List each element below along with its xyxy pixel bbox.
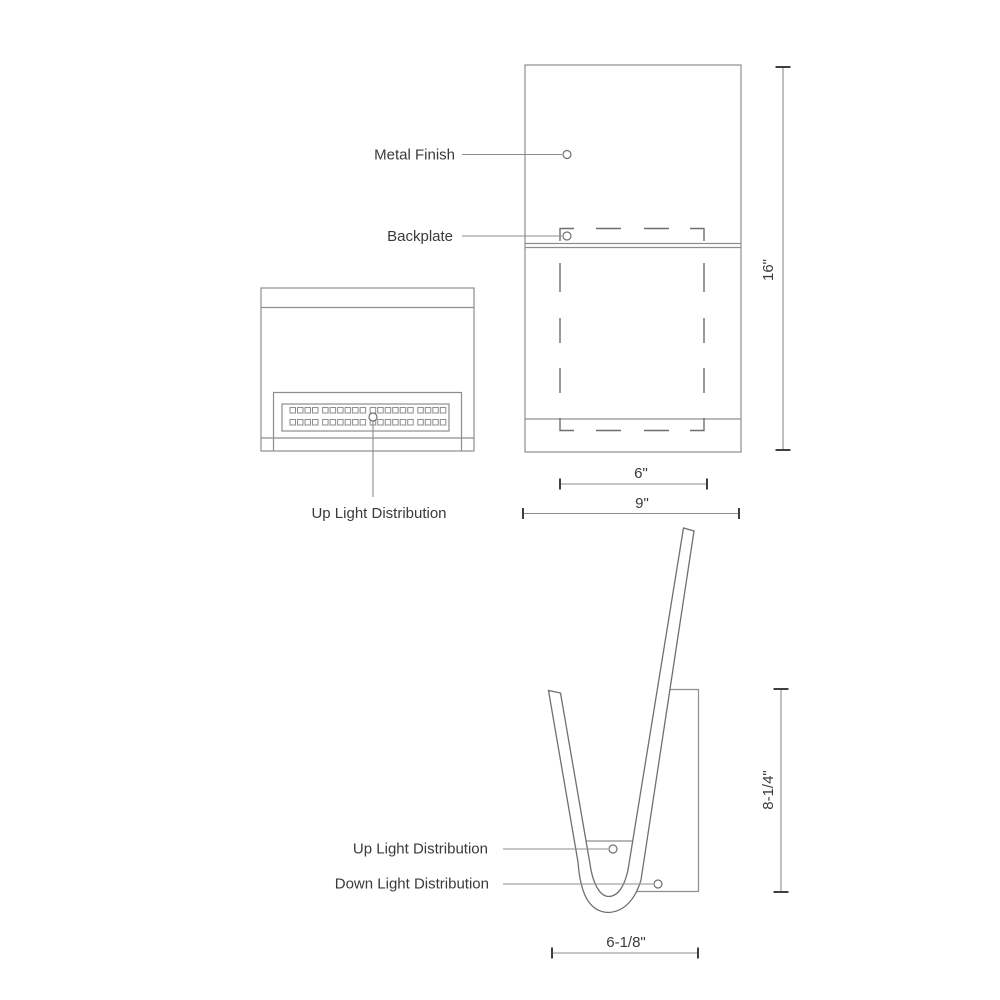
module-band-lines — [261, 308, 474, 439]
dimension-width-9 — [523, 495, 739, 519]
backplate-hidden-side-edges — [560, 263, 704, 393]
led-cell — [298, 420, 304, 426]
dimension-bottom-width-6-1-8 — [552, 934, 698, 959]
led-cell — [408, 420, 414, 426]
callout-backplate — [387, 228, 571, 245]
led-cell — [385, 420, 391, 426]
led-cell — [298, 408, 304, 414]
module-uplight-label: Up Light Distribution — [311, 505, 447, 522]
side-arm-outline — [549, 528, 695, 913]
led-cell — [385, 408, 391, 414]
led-cell — [345, 420, 351, 426]
led-cell — [425, 420, 431, 426]
dim-6-1-8-label: 6-1/8" — [606, 934, 646, 951]
led-cell — [338, 408, 344, 414]
front-view-outline — [525, 65, 741, 452]
led-cell — [425, 408, 431, 414]
led-cell — [360, 420, 366, 426]
led-cell — [313, 408, 319, 414]
dimension-depth-8-1-4 — [760, 689, 789, 892]
led-cell — [378, 408, 384, 414]
led-cell — [290, 408, 296, 414]
led-cell — [433, 408, 439, 414]
led-cell — [408, 408, 414, 414]
dimension-height-16 — [760, 67, 791, 450]
led-cell — [418, 408, 424, 414]
uplight-module-view — [261, 288, 474, 522]
led-cell — [418, 420, 424, 426]
led-cell — [345, 408, 351, 414]
module-uplight-leader-dot-icon — [369, 413, 377, 421]
led-cell — [393, 408, 399, 414]
led-cell — [353, 408, 359, 414]
led-cell — [393, 420, 399, 426]
led-cell — [305, 408, 311, 414]
led-cell — [440, 420, 446, 426]
dim-9-label: 9" — [635, 495, 649, 512]
backplate-hidden-top-edge — [560, 229, 704, 242]
led-cell — [400, 408, 406, 414]
led-grid — [290, 408, 446, 426]
led-cell — [330, 420, 336, 426]
side-uplight-label: Up Light Distribution — [352, 840, 488, 858]
led-cell — [323, 408, 329, 414]
led-cell — [360, 408, 366, 414]
dim-6-label: 6" — [634, 465, 648, 482]
side-profile-view — [335, 528, 789, 959]
front-view-divider-lines — [525, 244, 741, 420]
backplate-label: Backplate — [387, 228, 453, 245]
led-cell — [305, 420, 311, 426]
metal-finish-leader-dot-icon — [563, 151, 571, 159]
dim-8-1-4-label: 8-1/4" — [760, 770, 777, 810]
callout-module-uplight — [311, 413, 446, 522]
module-outline — [261, 288, 474, 451]
backplate-hidden-bottom-edge — [560, 418, 704, 431]
side-downlight-leader-dot-icon — [654, 880, 662, 888]
led-cell — [323, 420, 329, 426]
led-cell — [353, 420, 359, 426]
led-cell — [440, 408, 446, 414]
callout-metal-finish — [374, 147, 571, 164]
side-uplight-leader-dot-icon — [609, 845, 617, 853]
dimension-backplate-width-6 — [560, 465, 707, 490]
metal-finish-label: Metal Finish — [374, 146, 455, 164]
led-cell — [433, 420, 439, 426]
led-cell — [290, 420, 296, 426]
callout-side-downlight — [335, 876, 662, 893]
led-cell — [370, 408, 376, 414]
backplate-leader-dot-icon — [563, 232, 571, 240]
led-cell — [378, 420, 384, 426]
led-cell — [330, 408, 336, 414]
dim-16-label: 16" — [760, 258, 777, 282]
led-cell — [338, 420, 344, 426]
led-cell — [400, 420, 406, 426]
side-downlight-label: Down Light Distribution — [334, 875, 489, 893]
led-cell — [313, 420, 319, 426]
